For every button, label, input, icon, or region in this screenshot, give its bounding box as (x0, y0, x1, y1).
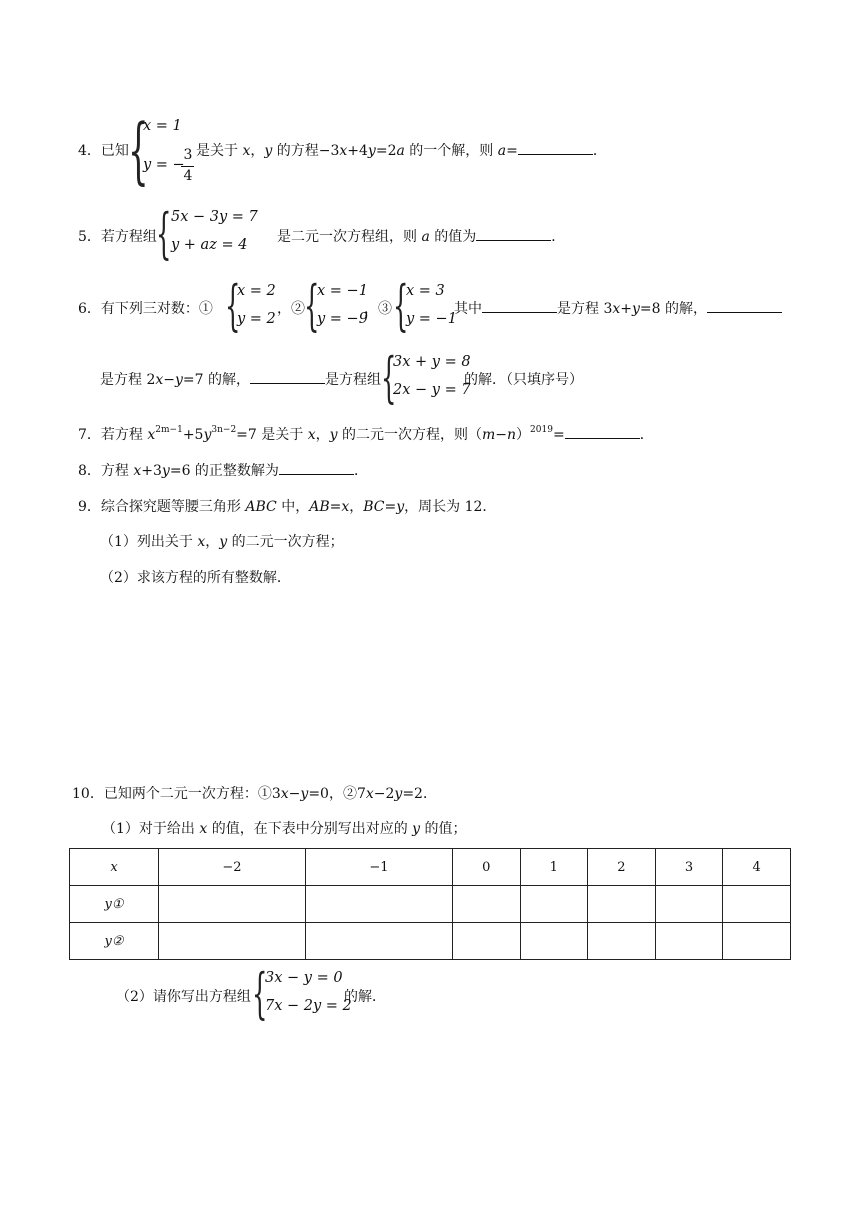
question-number: 8． (78, 463, 101, 479)
question-text: 的值为 (429, 229, 477, 245)
table-row (70, 886, 791, 923)
question-text: 的方程−3 (272, 143, 340, 159)
answer-blank[interactable] (476, 228, 551, 241)
triangle-name: ABC (245, 499, 277, 515)
var-x: x (341, 499, 350, 515)
var-x: x (133, 463, 142, 479)
answer-blank[interactable] (565, 426, 640, 439)
question-text: 是关于 (196, 143, 243, 159)
var-y: y (412, 821, 421, 837)
question-text: ，② (277, 301, 305, 317)
var-a: a (497, 143, 507, 159)
question-text: 已知 (100, 143, 129, 159)
equation-line: y = − (143, 157, 185, 173)
value-table (69, 848, 791, 960)
question-text: ，③ (364, 301, 392, 317)
table-cell[interactable] (520, 923, 588, 960)
sub-question-9-2: （2）求该方程的所有整数解． (100, 570, 291, 586)
question-text: − (495, 427, 508, 443)
table-cell[interactable] (452, 886, 520, 923)
sub-question-9-1 (100, 533, 344, 551)
exponent: 2019 (530, 425, 553, 436)
answer-blank[interactable] (279, 462, 354, 475)
equation-line: y = 2 (237, 311, 276, 327)
brace-symbol: { (225, 274, 241, 337)
table-header-cell: 3 (655, 849, 723, 886)
question-text: 的二元一次方程； (227, 534, 344, 550)
table-header-cell: x (70, 849, 159, 886)
table-header-cell: 0 (452, 849, 520, 886)
question-text: （2）请你写出方程组 (116, 989, 251, 1005)
table-cell[interactable] (159, 886, 306, 923)
var-y: y (396, 499, 405, 515)
punct: ． (592, 143, 607, 159)
question-text: +5 (182, 427, 204, 443)
question-text: − (163, 372, 175, 388)
punct: ， (205, 534, 220, 550)
question-9 (78, 498, 496, 516)
table-cell[interactable] (305, 923, 452, 960)
var-y: y (161, 463, 170, 479)
row-label: y① (70, 886, 159, 923)
table-header-cell: −2 (159, 849, 306, 886)
var-x: x (280, 786, 289, 802)
var-x: x (199, 821, 208, 837)
question-text: =2． (402, 786, 437, 802)
table-cell[interactable] (588, 923, 656, 960)
brace-symbol: { (128, 108, 149, 192)
table-row (70, 923, 791, 960)
var-x: x (307, 427, 316, 443)
var-x: x (365, 786, 374, 802)
question-text: 的解．（只填序号） (464, 372, 583, 388)
exponent: 2m−1 (155, 425, 183, 436)
question-number: 5． (78, 229, 101, 245)
question-text: =7 是关于 (236, 427, 308, 443)
question-text: （1）对于给出 (102, 821, 200, 837)
var-y: y (632, 301, 640, 317)
var-x: x (155, 372, 164, 388)
table-header-cell: −1 (305, 849, 452, 886)
question-text: =2 (375, 143, 397, 159)
table-cell[interactable] (655, 923, 723, 960)
var-x: x (242, 143, 251, 159)
brace-symbol: { (252, 962, 268, 1025)
table-cell[interactable] (305, 886, 452, 923)
equation-line: 7x − 2y = 2 (265, 998, 352, 1014)
question-text: 已知两个二元一次方程：①3 (103, 786, 281, 802)
question-text: 综合探究题等腰三角形 (100, 499, 246, 515)
var-x: x (339, 143, 348, 159)
table-cell[interactable] (520, 886, 588, 923)
var-m: m (482, 427, 496, 443)
var-x: x (197, 534, 206, 550)
question-text: − (288, 786, 301, 802)
question-text: −2 (373, 786, 395, 802)
question-text: = (552, 427, 565, 443)
table-cell[interactable] (452, 923, 520, 960)
equation-line: y = −9 (317, 311, 368, 327)
var-y: y (203, 427, 212, 443)
question-8 (78, 462, 368, 480)
equation-line: 5x − 3y = 7 (171, 209, 258, 225)
var-n: n (507, 427, 517, 443)
question-number: 7． (78, 427, 101, 443)
answer-blank[interactable] (707, 300, 782, 313)
var-x: x (147, 427, 156, 443)
question-text: 有下列三对数：① (100, 301, 213, 317)
question-10 (72, 785, 437, 803)
table-cell[interactable] (159, 923, 306, 960)
equation-line: x = −1 (317, 283, 368, 299)
question-text: =7 的解， (182, 372, 251, 388)
question-text: 中， (276, 499, 310, 515)
segment-bc: BC (363, 499, 385, 515)
equation-line: x = 2 (237, 283, 276, 299)
question-text: +4 (347, 143, 368, 159)
question-text: 的二元一次方程，则（ (337, 427, 482, 443)
brace-symbol: { (156, 202, 172, 265)
brace-symbol: { (393, 274, 409, 337)
equation-line: x = 1 (143, 118, 182, 134)
question-number: 10． (72, 786, 104, 802)
question-text: 的解． (344, 989, 386, 1005)
table-cell[interactable] (655, 886, 723, 923)
question-text: 是方程组 (325, 372, 382, 388)
table-row (70, 849, 791, 886)
var-y: y (394, 786, 403, 802)
question-text: 的一个解，则 (404, 143, 498, 159)
question-text: 若方程组 (100, 229, 157, 245)
equation-line: y = −1 (406, 311, 457, 327)
question-text: （1）列出关于 (100, 534, 198, 550)
question-text: = (506, 143, 518, 159)
fraction-numerator: 3 (183, 147, 193, 163)
answer-blank[interactable] (518, 142, 593, 155)
var-y: y (175, 372, 183, 388)
question-text: +3 (141, 463, 162, 479)
equation-line: 2x − y = 7 (393, 382, 471, 398)
var-y: y (264, 143, 273, 159)
question-text: 是方程 2 (100, 372, 156, 388)
question-7 (78, 426, 654, 444)
question-text: 其中 (454, 301, 482, 317)
equation-line: 3x − y = 0 (265, 970, 343, 986)
exponent: 3n−2 (211, 425, 237, 436)
question-text: = (384, 499, 397, 515)
fraction-denominator: 4 (183, 168, 193, 184)
brace-symbol: { (304, 274, 320, 337)
table-cell[interactable] (723, 886, 791, 923)
sub-question-10-1 (102, 820, 467, 838)
table-cell[interactable] (588, 886, 656, 923)
question-text: = (329, 499, 342, 515)
answer-blank[interactable] (482, 300, 557, 313)
equation-line: 3x + y = 8 (393, 354, 471, 370)
table-header-cell: 2 (588, 849, 656, 886)
var-y: y (367, 143, 376, 159)
question-text: 的值，在下表中分别写出对应的 (207, 821, 413, 837)
var-a: a (421, 229, 430, 245)
question-text: ） (516, 427, 531, 443)
var-y: y (300, 786, 309, 802)
var-a: a (396, 143, 405, 159)
answer-blank[interactable] (250, 371, 325, 384)
question-text: 是方程 3 (557, 301, 613, 317)
punct: ， (349, 499, 364, 515)
punct: ， (250, 143, 265, 159)
table-header-cell: 4 (723, 849, 791, 886)
equation-line: x = 3 (406, 283, 445, 299)
question-text: 若方程 (100, 427, 148, 443)
question-text: + (620, 301, 632, 317)
question-number: 6． (78, 301, 101, 317)
punct: ． (639, 427, 654, 443)
var-y: y (329, 427, 338, 443)
question-number: 9． (78, 499, 101, 515)
question-text: 的值； (420, 821, 467, 837)
question-text: 方程 (100, 463, 134, 479)
punct: ． (551, 229, 566, 245)
table-cell[interactable] (723, 923, 791, 960)
table-header-cell: 1 (520, 849, 588, 886)
brace-symbol: { (381, 346, 397, 409)
punct: ． (353, 463, 368, 479)
fraction-bar (181, 166, 194, 167)
punct: ， (315, 427, 330, 443)
question-text: 是二元一次方程组，则 (277, 229, 422, 245)
question-text: =6 的正整数解为 (169, 463, 279, 479)
segment-ab: AB (309, 499, 330, 515)
var-x: x (612, 301, 621, 317)
equation-line: y + az = 4 (171, 237, 248, 253)
var-y: y (219, 534, 228, 550)
question-text: =0，②7 (308, 786, 366, 802)
question-number: 4． (78, 143, 101, 159)
row-label: y② (70, 923, 159, 960)
question-text: =8 的解， (639, 301, 708, 317)
question-text: ，周长为 12． (404, 499, 497, 515)
